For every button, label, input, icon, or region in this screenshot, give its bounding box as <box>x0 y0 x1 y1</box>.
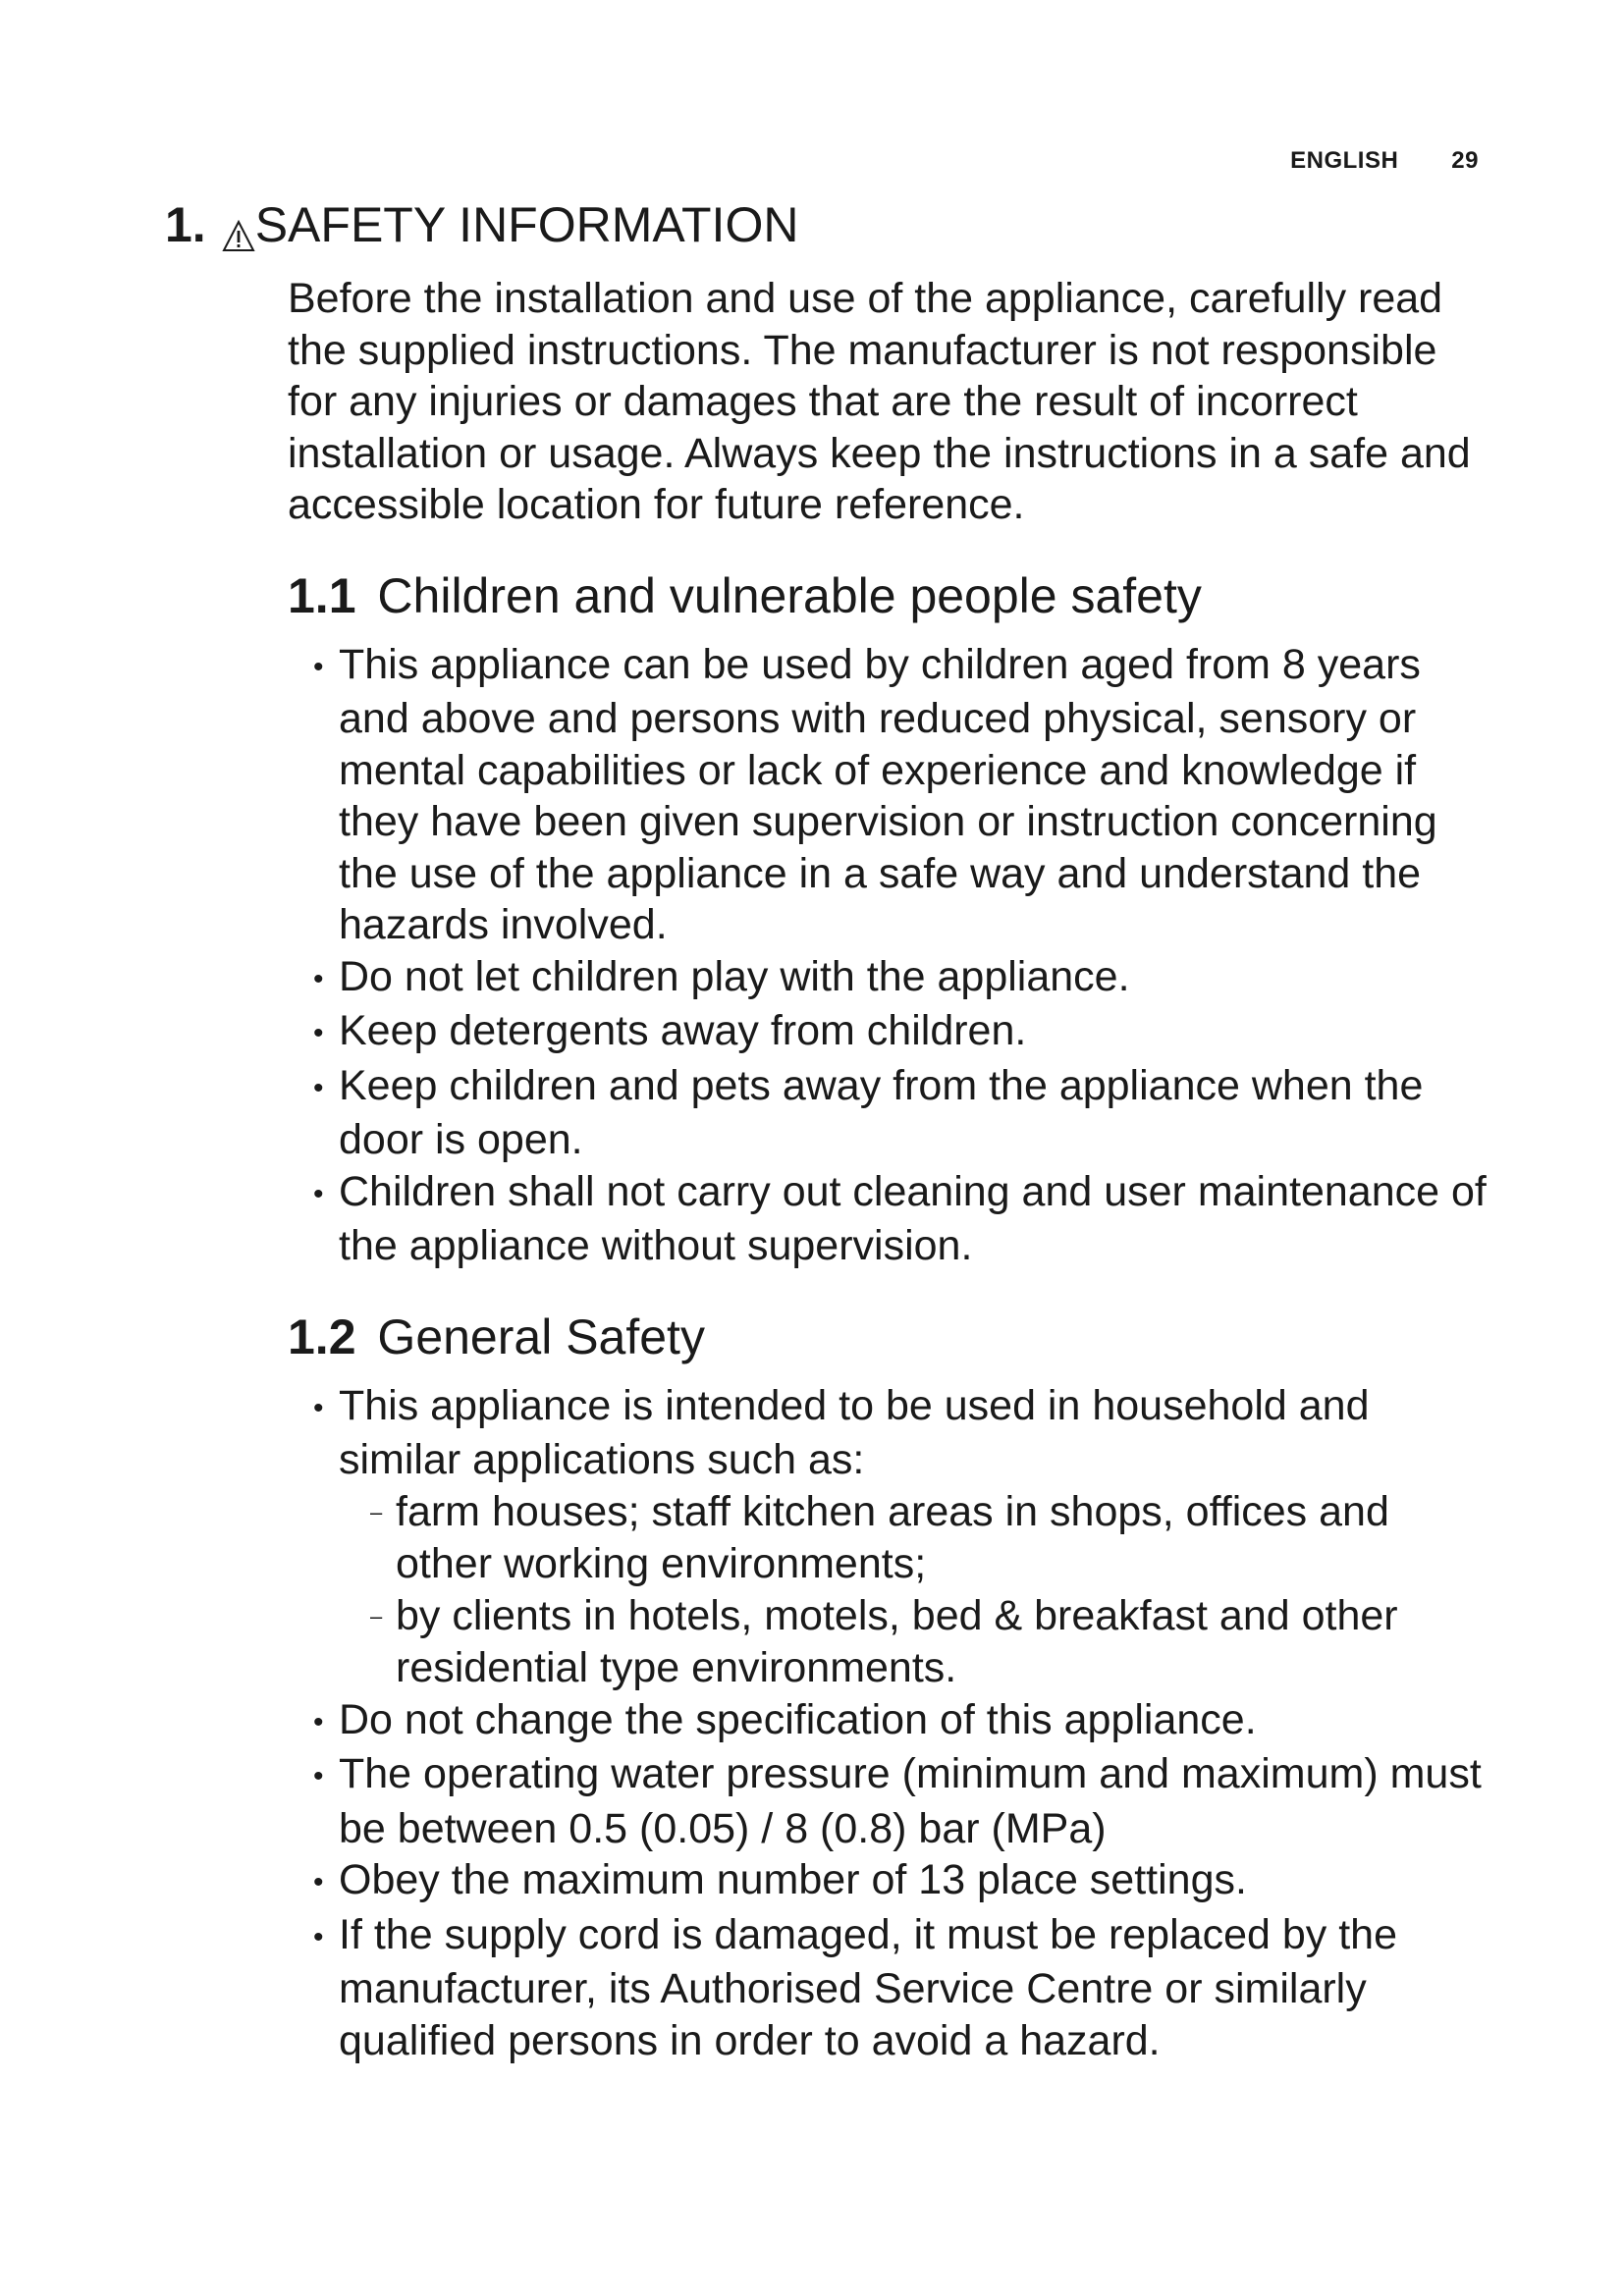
list-item: • Keep detergents away from children. <box>313 1005 1495 1060</box>
dash-icon: – <box>370 1603 383 1629</box>
list-item: • Do not change the specification of this appliance. <box>313 1694 1495 1749</box>
sub-list-item: – by clients in hotels, motels, bed & breakfast and other residential type environments. <box>370 1591 1398 1691</box>
list-item: • If the supply cord is damaged, it must be replaced by the manufacturer, its Authorised Service Centre or similarly qualified persons in order to avoid a hazard. <box>313 1910 1397 2064</box>
section-title-text: Children and vulnerable people safety <box>377 567 1202 623</box>
section-number: 1.2 <box>288 1308 356 1364</box>
page-header <box>1290 147 1479 175</box>
sub-list-item: – farm houses; staff kitchen areas in shops, offices and other working environments; <box>370 1487 1389 1587</box>
bullet-icon: • <box>313 1017 324 1049</box>
intro-paragraph: Before the installation and use of the appliance, carefully read the supplied instructions. The manufacturer is not responsible for any injuries or damages that are the result of incorrect installation or usage. Always keep the instructions in a safe and accessible location for future reference. <box>288 275 1471 528</box>
section-heading-general <box>288 1308 1495 1366</box>
section-number: 1.1 <box>288 567 356 623</box>
list-item: • The operating water pressure (minimum and maximum) must be between 0.5 (0.05) / 8 (0.8) bar (MPa) <box>313 1750 1482 1852</box>
section-title-text: General Safety <box>377 1308 705 1364</box>
list-item: • This appliance is intended to be used in household and similar applications such as: – farm houses; staff kitchen areas in shops, offices and other working environments; – by clients in hotels, motels, bed & breakfast and other residential type environments. <box>313 1380 1495 1694</box>
page-number: 29 <box>1451 147 1479 174</box>
list-item: • This appliance can be used by children aged from 8 years and above and persons with reduced physical, sensory or mental capabilities or lack of experience and knowledge if they have been given supervision or instruction concerning the use of the appliance in a safe way and understand the hazards involved. <box>313 640 1437 948</box>
bullet-icon: • <box>313 962 324 995</box>
dash-icon: – <box>370 1499 383 1524</box>
list-item: • Do not let children play with the appliance. <box>313 951 1495 1006</box>
bullet-icon: • <box>313 1760 324 1792</box>
bullet-icon: • <box>313 1705 324 1738</box>
list-item: • Children shall not carry out cleaning and user maintenance of the appliance without supervision. <box>313 1167 1487 1269</box>
list-item: • Obey the maximum number of 13 place settings. <box>313 1854 1495 1909</box>
sub-list <box>339 1486 1495 1694</box>
warning-icon <box>222 208 255 241</box>
bullet-icon: • <box>313 1920 324 1953</box>
general-safety-list <box>288 1380 1495 2067</box>
bullet-icon: • <box>313 1391 324 1424</box>
bullet-icon: • <box>313 1071 324 1104</box>
bullet-icon: • <box>313 650 324 683</box>
children-safety-list <box>288 639 1495 1272</box>
chapter-title: SAFETY INFORMATION <box>254 197 799 252</box>
list-item: • Keep children and pets away from the appliance when the door is open. <box>313 1061 1424 1163</box>
bullet-icon: • <box>313 1866 324 1898</box>
chapter-number: 1. <box>165 197 206 252</box>
language-label: ENGLISH <box>1290 147 1399 174</box>
document-body <box>288 273 1495 2102</box>
section-heading-children <box>288 566 1495 625</box>
bullet-icon: • <box>313 1177 324 1210</box>
page-title <box>165 196 798 253</box>
